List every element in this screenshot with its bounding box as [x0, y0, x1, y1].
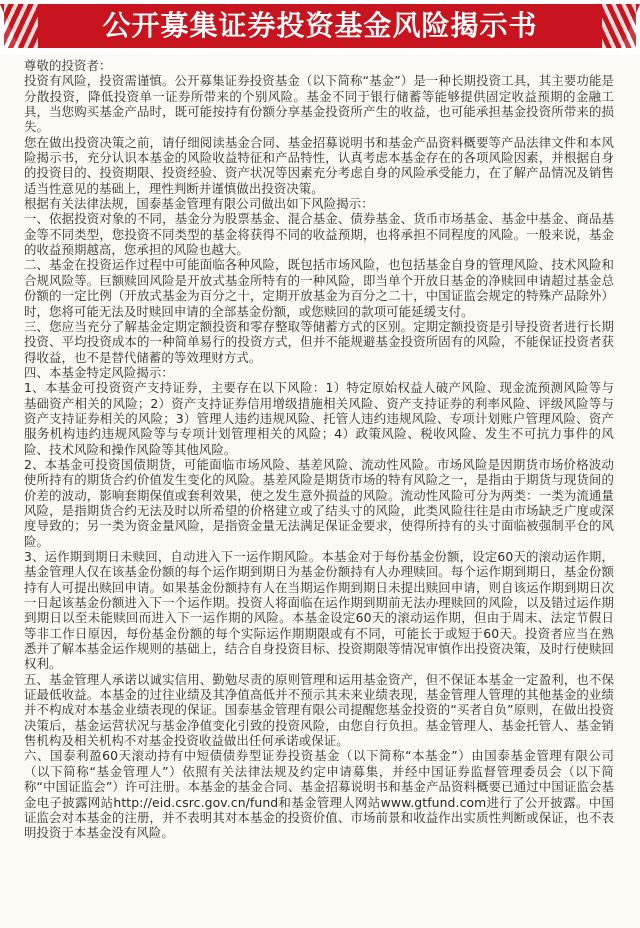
section-4-heading: 四、本基金特定风险揭示： [24, 364, 174, 380]
section-6-registration: 六、国泰利盈60天滚动持有中短债债券型证券投资基金（以下简称“本基金”）由国泰基金管理有限公司（以下简称“基金管理人”）依照有关法律法规及约定申请募集，并经中国证券监督管理委员会（以下简称“中国证监会”）许可注册。本基金的基金合同、基金招募说明书和基金产品资料概要已通过中国证监会基金电子披露网站http://eid.csrc.gov.cn/fund和基金管理人网站www.gtfund.com进行了公开披露。中国证监会对本基金的注册，并不表明其对本基金的投资价值、市场前景和收益作出实质性判断或保证，也不表明投资于本基金没有风险。 [24, 748, 614, 841]
section-1-fund-types: 一、依据投资对象的不同，基金分为股票基金、混合基金、债券基金、货币市场基金、基金中基金、商品基金等不同类型，您投资不同类型的基金将获得不同的收益预期，也将承担不同程度的风险。一般来说，基金的收益预期越高，您承担的风险也越大。 [24, 211, 614, 258]
section-4-item-3-rolling-period: 3、运作期到期日未赎回，自动进入下一运作期风险。本基金对于每份基金份额，设定60天的滚动运作期，基金管理人仅在该基金份额的每个运作期到期日为基金份额持有人办理赎回。每个运作期到期日，基金份额持有人可提出赎回申请。如果基金份额持有人在当期运作期到期日未提出赎回申请，则自该运作期到期日次一日起该基金份额进入下一个运作期。投资人将面临在运作期到期前无法办理赎回的风险，以及错过运作期到期日以至未能赎回而进入下一运作期的风险。本基金设定60天的滚动运作期，但由于周末、法定节假日等非工作日原因，每份基金份额的每个实际运作期期限或有不同，可能长于或短于60天。投资者应当在熟悉并了解本基金运作规则的基础上，结合自身投资目标、投资期限等情况审慎作出投资决策，及时行使赎回权利。 [24, 549, 614, 672]
salutation: 尊敬的投资者： [24, 58, 112, 73]
section-5-no-guarantee: 五、基金管理人承诺以诚实信用、勤勉尽责的原则管理和运用基金资产，但不保证本基金一定盈利，也不保证最低收益。本基金的过往业绩及其净值高低并不预示其未来业绩表现，基金管理人管理的其他基金的业绩并不构成对本基金业绩表现的保证。国泰基金管理有限公司提醒您基金投资的“买者自负”原则，在做出投资决策后，基金运营状况与基金净值变化引致的投资风险，由您自行负担。基金管理人、基金托管人、基金销售机构及相关机构不对基金投资收益做出任何承诺或保证。 [24, 671, 614, 749]
section-4-item-2-futures: 2、本基金可投资国债期货，可能面临市场风险、基差风险、流动性风险。市场风险是因期货市场价格波动使所持有的期货合约价值发生变化的风险。基差风险是期货市场的特有风险之一，是指由于期货与现货间的价差的波动，影响套期保值或套利效果，使之发生意外损益的风险。流动性风险可分为两类：一类为流通量风险，是指期货合约无法及时以所希望的价格建立或了结头寸的风险，此类风险往往是由市场缺乏广度或深度导致的；另一类为资金量风险，是指资金量无法满足保证金要求，使得所持有的头寸面临被强制平仓的风险。 [24, 456, 614, 549]
page-title: 公开募集证券投资基金风险揭示书 [102, 9, 538, 42]
title-banner [0, 0, 640, 54]
disclosure-body [24, 58, 614, 841]
section-4-item-1-abs: 1、本基金可投资资产支持证券，主要存在以下风险：1）特定原始权益人破产风险、现金流预测风险等与基础资产相关的风险；2）资产支持证券信用增级措施相关风险、资产支持证券的利率风险、评级风险等与资产支持证券相关的风险；3）管理人违约违规风险、托管人违约违规风险、专项计划账户管理风险、资产服务机构违约违规风险等与专项计划管理相关的风险；4）政策风险、税收风险、发生不可抗力事件的风险、技术风险和操作风险等其他风险。 [24, 380, 614, 457]
paragraph-read-documents: 您在做出投资决策之前，请仔细阅读基金合同、基金招募说明书和基金产品资料概要等产品法律文件和本风险揭示书，充分认识本基金的风险收益特征和产品特性，认真考虑本基金存在的各项风险因素，并根据自身的投资目的、投资期限、投资经验、资产状况等因素充分考虑自身的风险承受能力，在了解产品情况及销售适当性意见的基础上，理性判断并谨慎做出投资决策。 [24, 134, 614, 196]
paragraph-intro: 投资有风险，投资需谨慎。公开募集证券投资基金（以下简称“基金”）是一种长期投资工具，其主要功能是分散投资，降低投资单一证券所带来的个别风险。基金不同于银行储蓄等能够提供固定收益预期的金融工具，当您购买基金产品时，既可能按持有份额分享基金投资所产生的收益，也可能承担基金投资所带来的损失。 [24, 73, 614, 135]
section-2-operation-risks: 二、基金在投资运作过程中可能面临各种风险，既包括市场风险，也包括基金自身的管理风险、技术风险和合规风险等。巨额赎回风险是开放式基金所特有的一种风险，即当单个开放日基金的净赎回申请超过基金总份额的一定比例（开放式基金为百分之十，定期开放基金为百分之二十，中国证监会规定的特殊产品除外）时，您将可能无法及时赎回申请的全部基金份额，或您赎回的款项可能延缓支付。 [24, 257, 614, 319]
section-3-fixed-investment: 三、您应当充分了解基金定期定额投资和零存整取等储蓄方式的区别。定期定额投资是引导投资者进行长期投资、平均投资成本的一种简单易行的投资方式，但并不能规避基金投资所固有的风险，不能保证投资者获得收益，也不是替代储蓄的等效理财方式。 [24, 318, 614, 365]
paragraph-legal-basis: 根据有关法律法规，国泰基金管理有限公司做出如下风险揭示： [24, 196, 374, 212]
